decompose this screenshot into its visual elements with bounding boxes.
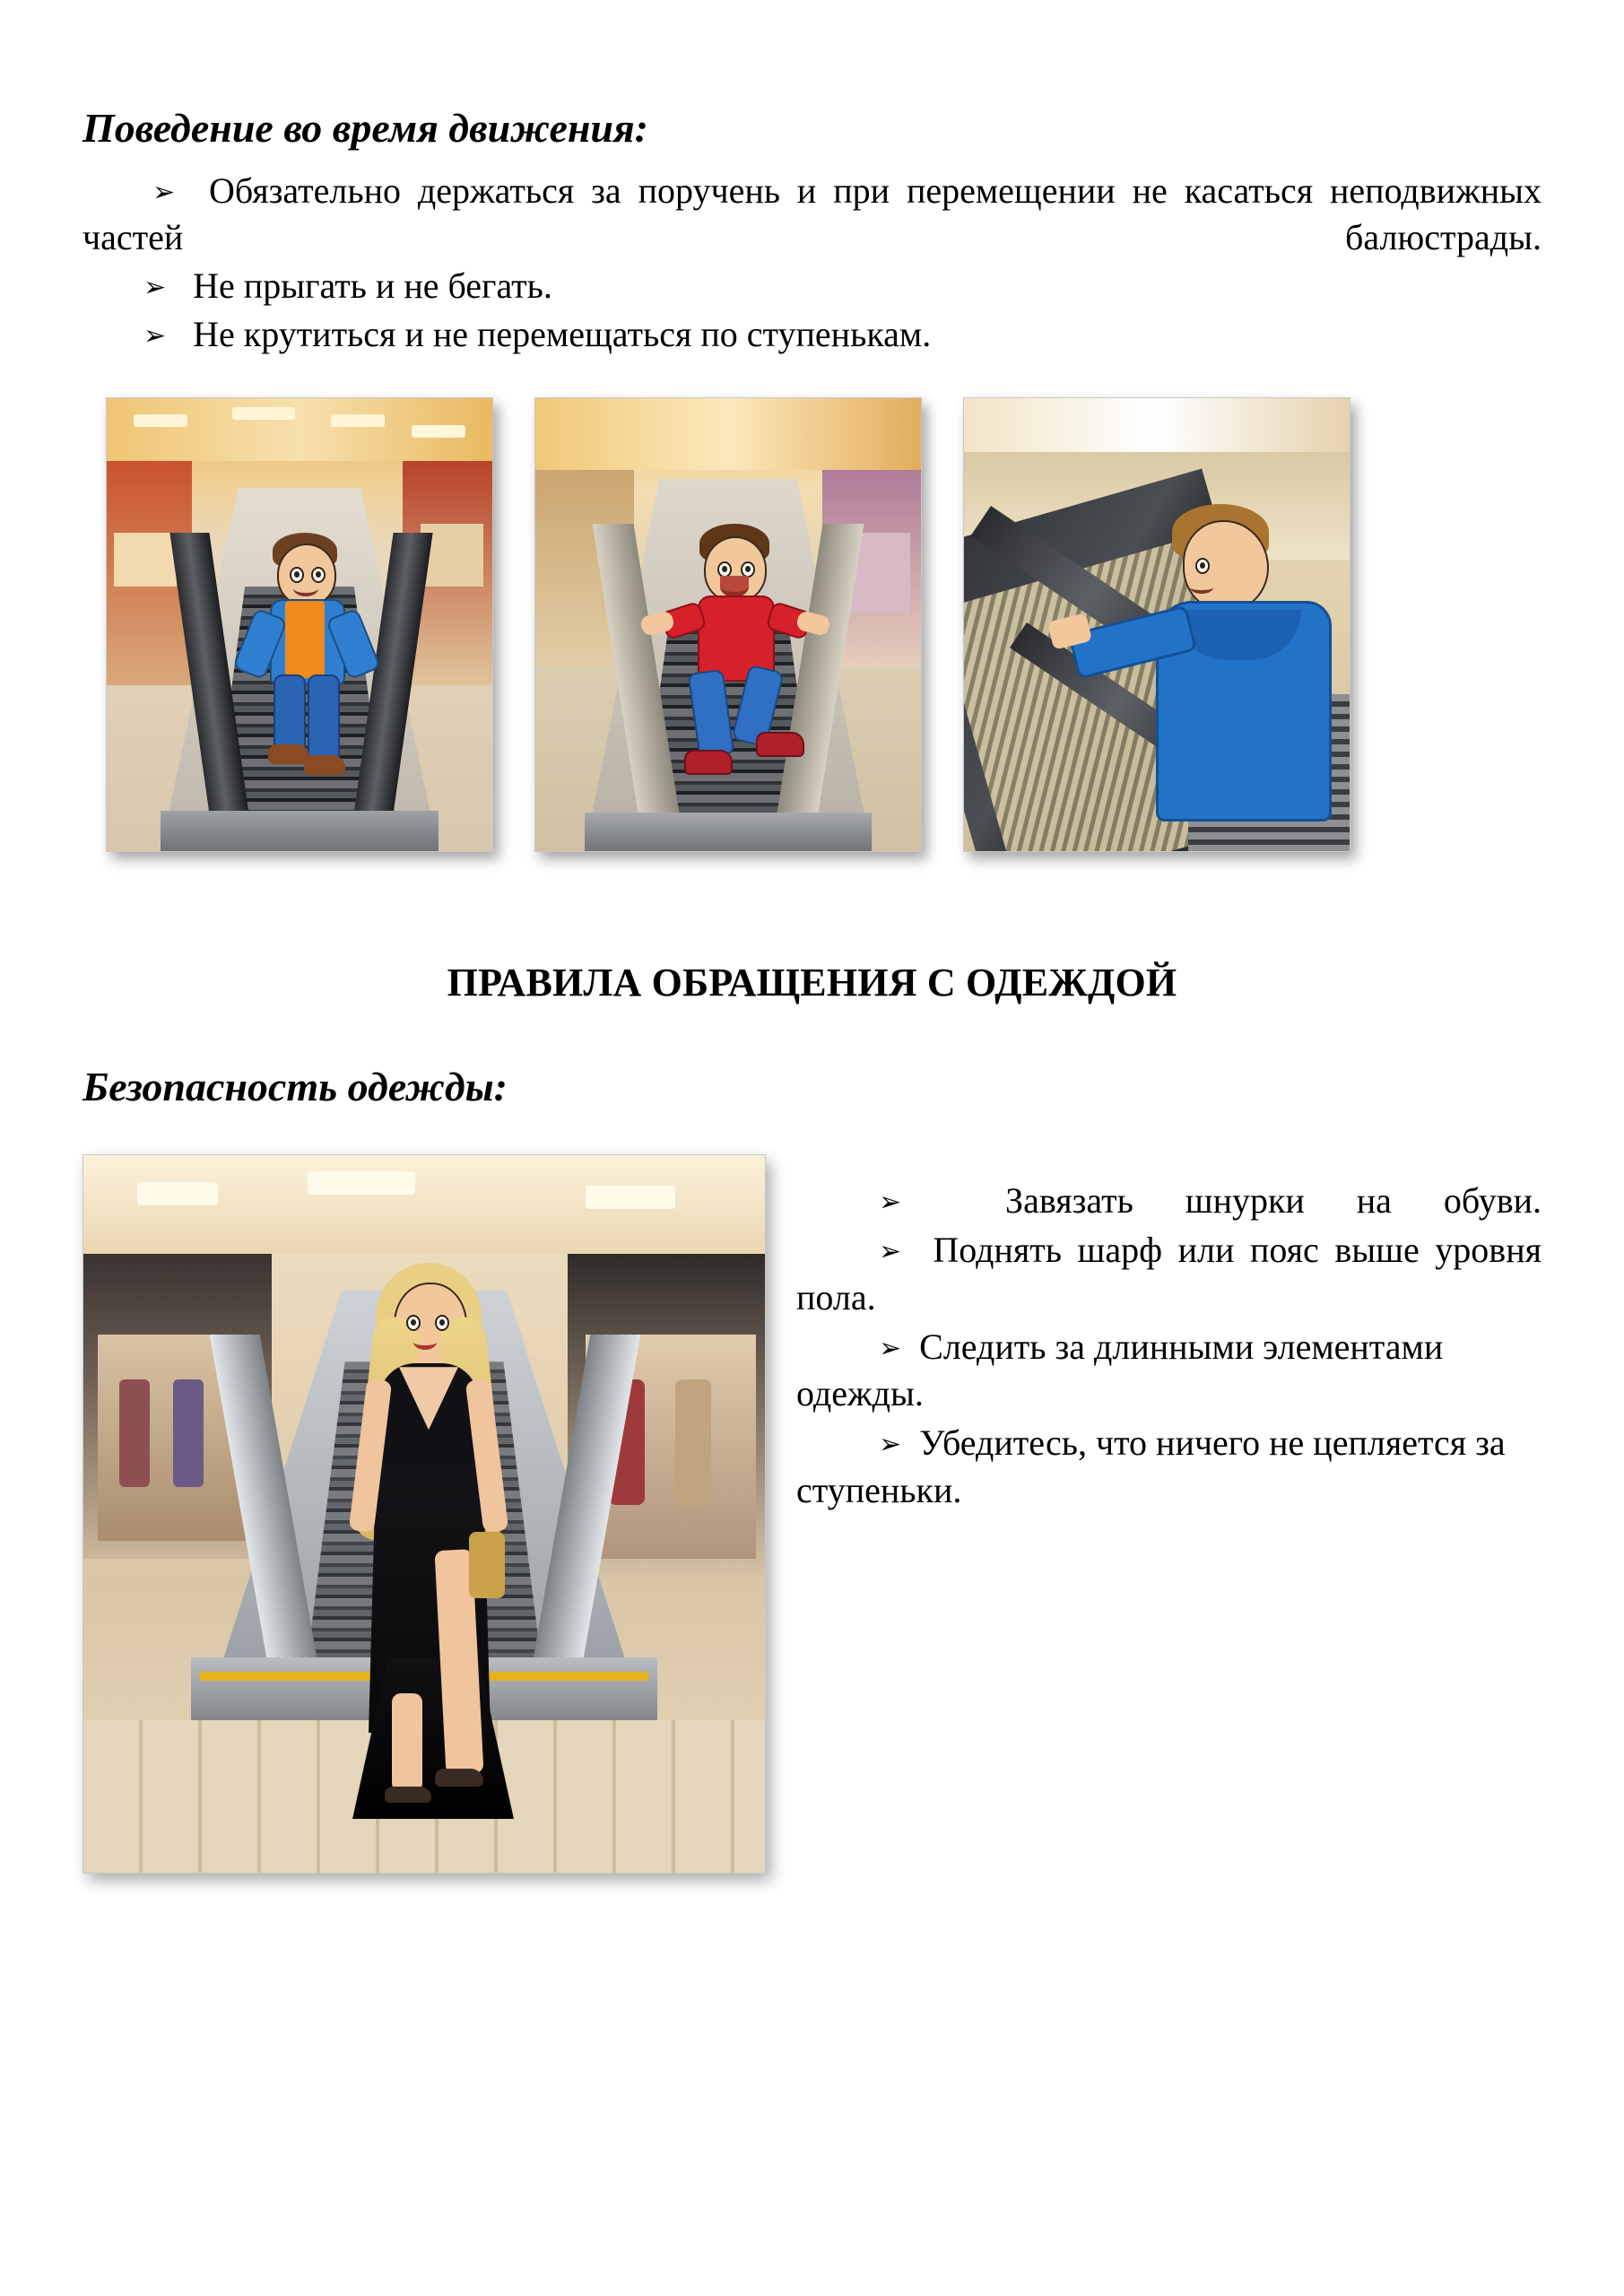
list-item	[796, 1324, 1541, 1419]
list-item	[83, 263, 1541, 309]
list-item	[796, 1420, 1541, 1515]
list-item-text: Убедитесь, что ничего не цепляется за ступеньки.	[796, 1422, 1506, 1510]
bullet-arrow-icon: ➢	[879, 1332, 902, 1364]
list-item-text: Следить за длинными элементами одежды.	[796, 1326, 1444, 1414]
list-item-text: Не прыгать и не бегать.	[193, 265, 552, 306]
list-item-text: Обязательно держаться за поручень и при перемещении не касаться неподвижных частей балюстрады.	[83, 170, 1541, 257]
bullet-arrow-icon: ➢	[152, 176, 176, 208]
list-item-text: Поднять шарф или пояс выше уровня пола.	[796, 1229, 1541, 1318]
list-item-text: Завязать шнурки на обуви.	[1005, 1180, 1542, 1222]
list-item	[83, 311, 1541, 358]
bullet-arrow-icon: ➢	[143, 319, 167, 352]
image-boy-jumping-on-escalator	[534, 397, 922, 852]
bullet-arrow-icon: ➢	[879, 1187, 902, 1219]
section-heading-movement: Поведение во время движения:	[83, 105, 648, 151]
list-item	[83, 168, 1541, 261]
image-boy-touching-balustrade	[963, 397, 1350, 852]
bullet-arrow-icon: ➢	[879, 1429, 902, 1461]
list-item	[796, 1178, 1541, 1225]
list-item	[796, 1227, 1541, 1322]
image-woman-long-dress-escalator	[83, 1154, 766, 1874]
image-boy-running-down-escalator	[106, 397, 493, 852]
bullet-arrow-icon: ➢	[879, 1235, 902, 1267]
list-item-text: Не крутиться и не перемещаться по ступенькам.	[193, 313, 932, 354]
section-title-clothing-rules: ПРАВИЛА ОБРАЩЕНИЯ С ОДЕЖДОЙ	[447, 960, 1177, 1004]
illustration-row	[83, 397, 1541, 852]
movement-rules-list	[83, 168, 1541, 358]
clothing-rules-list	[796, 1154, 1541, 1517]
clothing-section	[83, 1154, 1541, 1874]
section-heading-clothing-safety: Безопасность одежды:	[83, 1063, 508, 1109]
bullet-arrow-icon: ➢	[143, 271, 167, 303]
